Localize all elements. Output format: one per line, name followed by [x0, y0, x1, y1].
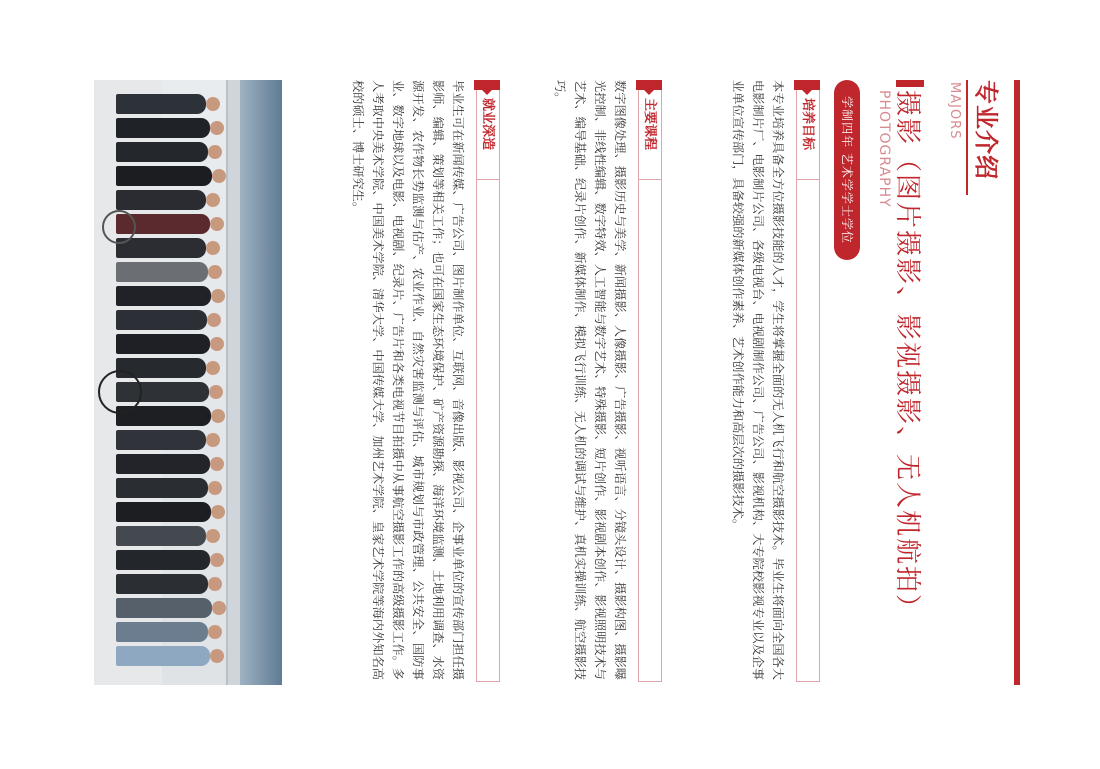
person-figure: [116, 430, 206, 450]
person-figure: [116, 646, 210, 666]
heading-rule: [966, 80, 968, 195]
section-body: 本专业培养具备全方位摄影技能的人才，学生将掌握全面的无人机飞行和航空摄影技术。毕业生将面向全国各大电影制片厂、电影制片公司、各级电视台、电视剧制作公司、广告公司、影视机构、大专院校影视专业以及企事业单位宣传部门，具备较强的新媒体创作素养、艺术创作能力和高层次的摄影技术。: [731, 80, 785, 680]
section-body: 数字图像处理、摄影历史与美学、新闻摄影、人像摄影、广告摄影、视听语言、分镜头设计、摄影构图、摄影曝光控制、非线性编辑、数字特效、人工智能与数字艺术、特殊摄影、短片创作、影视剧本创作、影视照明技术与艺术、编导基础、纪录片创作、新媒体制作、模拟飞行训练、无人机的调试与维护、真机实操训练、航空摄影技巧。: [553, 80, 627, 680]
ribbon-icon: [794, 80, 820, 90]
person-figure: [116, 190, 206, 210]
person-figure: [116, 310, 207, 330]
person-figure: [116, 142, 208, 162]
drone-icon: [98, 370, 142, 414]
section-label: [638, 80, 662, 180]
drone-icon: [102, 210, 136, 244]
section-body: 毕业生可在新闻传媒、广告公司、图片制作单位、互联网、音像出版、影视公司、企事业单位的宣传部门担任摄影师、编辑、策划等相关工作；也可在国家生态环境保护、矿产资源勘探、海洋环境监测、土地利用调查、水资源开发、农作物长势监测与估产、农业作业、自然灾害监测与评估、城市规划与市政管理、公共安全、国防事业、数字地球以及电影、电视剧、纪录片、广告片和各类电视节目拍摄中从事航空摄影工作的高级摄影工作。多人考取中央美术学院、中国美术学院、清华大学、中国传媒大学、加州艺术学院、皇家艺术学院等海内外知名高校的硕士、博士研究生。: [351, 80, 465, 680]
section-label-text: 培养目标: [800, 98, 815, 151]
section-label: [476, 80, 500, 180]
major-title: 摄影（图片摄影、影视摄影、无人机航拍）: [892, 90, 922, 623]
section-label-text: 就业深造: [480, 98, 495, 151]
section-heading-en: MAJORS: [947, 82, 962, 140]
brochure-page: [80, 80, 1020, 690]
group-photo: [94, 80, 282, 685]
section-label: [796, 80, 820, 180]
ribbon-icon: [636, 80, 662, 90]
person-figure: [116, 334, 210, 354]
title-marker: [896, 80, 924, 87]
person-figure: [116, 118, 210, 138]
degree-badge: 学制四年 艺术学学士学位: [834, 80, 860, 260]
photo-sky: [240, 80, 282, 685]
section-heading: 专业介绍: [972, 80, 1001, 180]
person-figure: [116, 94, 206, 114]
person-figure: [116, 262, 208, 282]
person-figure: [116, 526, 206, 546]
person-figure: [116, 502, 211, 522]
person-figure: [116, 454, 210, 474]
section-label-text: 主要课程: [642, 98, 657, 151]
person-figure: [116, 574, 208, 594]
ribbon-icon: [474, 80, 500, 90]
person-figure: [116, 238, 206, 258]
person-figure: [116, 286, 211, 306]
photo-railing: [226, 80, 240, 685]
person-figure: [116, 598, 212, 618]
accent-bar: [1014, 80, 1020, 685]
person-figure: [116, 622, 208, 642]
person-figure: [116, 478, 208, 498]
person-figure: [116, 550, 210, 570]
major-title-en: PHOTOGRAPHY: [876, 90, 892, 208]
person-figure: [116, 166, 212, 186]
